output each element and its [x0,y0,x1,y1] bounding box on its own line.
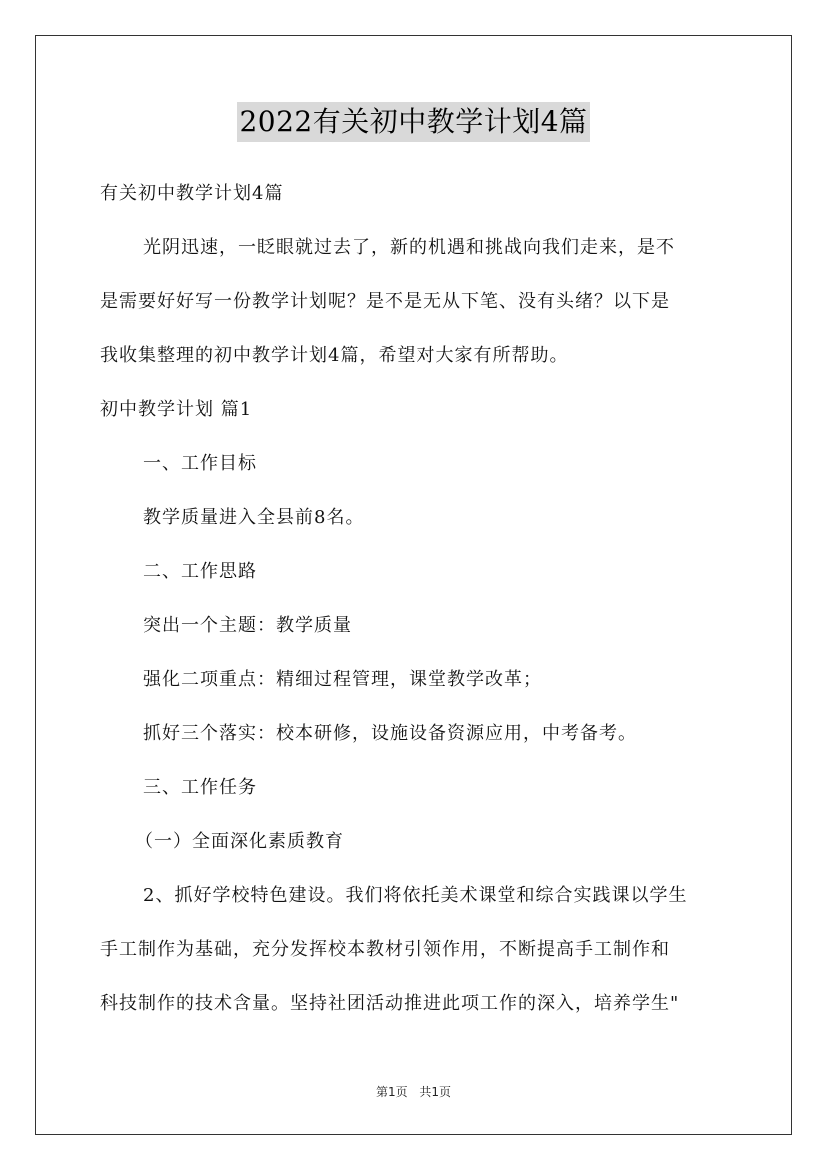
intro-line-1: 光阴迅速，一眨眼就过去了，新的机遇和挑战向我们走来，是不 [143,237,675,258]
para-line-1: 2、抓好学校特色建设。我们将依托美术课堂和综合实践课以学生 [143,885,688,906]
intro-line-2: 是需要好好写一份教学计划呢？是不是无从下笔、没有头绪？以下是 [100,291,670,312]
title-wrap [0,102,827,142]
heading-work-approach: 二、工作思路 [143,561,257,582]
page-footer [0,1083,827,1100]
approach-theme: 突出一个主题：教学质量 [143,615,352,636]
heading-work-tasks: 三、工作任务 [143,777,257,798]
approach-focus: 强化二项重点：精细过程管理，课堂教学改革； [143,669,542,690]
heading-work-goal: 一、工作目标 [143,453,257,474]
para-line-2: 手工制作为基础，充分发挥校本教材引领作用，不断提高手工制作和 [100,939,670,960]
intro-line-3: 我收集整理的初中教学计划4篇，希望对大家有所帮助。 [100,345,569,366]
page-total: 共1页 [419,1085,452,1099]
page-number: 第1页 [375,1085,408,1099]
document-subtitle: 有关初中教学计划4篇 [100,183,284,204]
subheading-quality-education: （一）全面深化素质教育 [135,831,344,852]
goal-text: 教学质量进入全县前8名。 [143,507,365,528]
approach-implementation: 抓好三个落实：校本研修，设施设备资源应用，中考备考。 [143,723,637,744]
document-title: 2022有关初中教学计划4篇 [237,102,589,142]
section-heading: 初中教学计划 篇1 [100,399,253,420]
para-line-3: 科技制作的技术含量。坚持社团活动推进此项工作的深入，培养学生" [100,993,680,1014]
